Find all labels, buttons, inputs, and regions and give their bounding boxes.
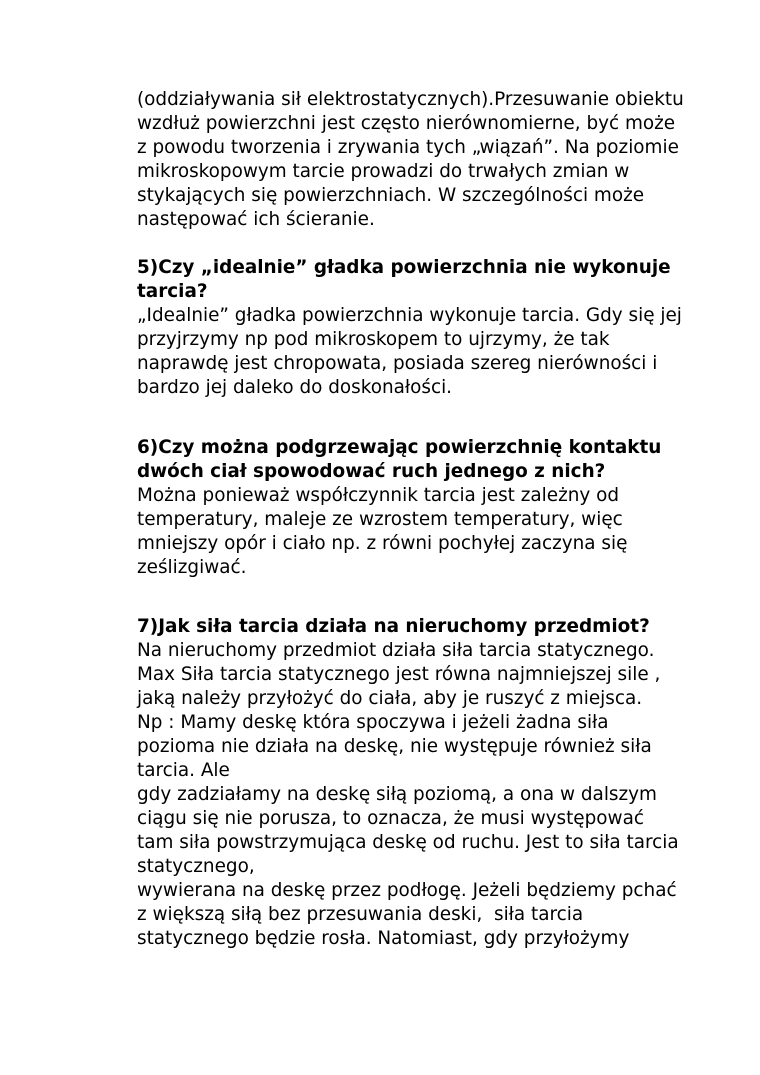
question-6-section — [137, 436, 697, 580]
answer-7-line: jaką należy przyłożyć do ciała, aby je ruszyć z miejsca. — [137, 688, 643, 709]
answer-5-line: naprawdę jest chropowata, posiada szereg nierówności i — [137, 353, 658, 374]
text-line: stykających się powierzchniach. W szczególności może — [137, 185, 645, 206]
paragraph-spacer — [137, 232, 697, 256]
answer-7-line: tam siła powstrzymująca deskę od ruchu. Jest to siła tarcia — [137, 832, 679, 853]
paragraph-spacer — [137, 580, 697, 615]
question-5-heading: 5)Czy „idealnie” gładka powierzchnia nie wykonuje — [137, 257, 671, 278]
answer-7-line: pozioma nie działa na deskę, nie występuje również siła — [137, 736, 652, 757]
answer-5-line: „Idealnie” gładka powierzchnia wykonuje tarcia. Gdy się jej — [137, 305, 682, 326]
text-line: mikroskopowym tarcie prowadzi do trwałych zmian w — [137, 161, 630, 182]
question-5-section — [137, 256, 697, 400]
text-line: następować ich ścieranie. — [137, 209, 375, 230]
answer-6-line: Można ponieważ współczynnik tarcia jest zależny od — [137, 485, 620, 506]
question-6-heading: 6)Czy można podgrzewając powierzchnię kontaktu — [137, 437, 662, 458]
text-line: wzdłuż powierzchni jest często nierównomierne, być może — [137, 113, 676, 134]
answer-7-line: Np : Mamy deskę która spoczywa i jeżeli żadna siła — [137, 712, 609, 733]
answer-6-line: temperatury, maleje ze wzrostem temperatury, więc — [137, 509, 623, 530]
answer-7-line: wywierana na deskę przez podłogę. Jeżeli będziemy pchać — [137, 880, 677, 901]
text-line: z powodu tworzenia i zrywania tych „wiązań”. Na poziomie — [137, 137, 679, 158]
question-7-heading: 7)Jak siła tarcia działa na nieruchomy przedmiot? — [137, 616, 650, 637]
answer-7-line: statycznego, — [137, 856, 255, 877]
answer-7-line: gdy zadziałamy na deskę siłą poziomą, a ona w dalszym — [137, 784, 657, 805]
answer-6-line: mniejszy opór i ciało np. z równi pochyłej zaczyna się — [137, 533, 628, 554]
document-body — [137, 88, 697, 951]
answer-7-line: Max Siła tarcia statycznego jest równa najmniejszej sile , — [137, 664, 661, 685]
answer-7-line: tarcia. Ale — [137, 760, 230, 781]
question-7-section — [137, 615, 697, 951]
question-6-heading: dwóch ciał spowodować ruch jednego z nich? — [137, 461, 606, 482]
intro-paragraph — [137, 88, 697, 232]
answer-7-line: ciągu się nie porusza, to oznacza, że musi występować — [137, 808, 644, 829]
question-5-heading: tarcia? — [137, 281, 208, 302]
answer-5-line: przyjrzymy np pod mikroskopem to ujrzymy, że tak — [137, 329, 610, 350]
answer-5-line: bardzo jej daleko do doskonałości. — [137, 377, 453, 398]
answer-7-line: Na nieruchomy przedmiot działa siła tarcia statycznego. — [137, 640, 655, 661]
answer-6-line: ześlizgiwać. — [137, 557, 247, 578]
paragraph-spacer — [137, 400, 697, 436]
text-line: (oddziaływania sił elektrostatycznych).Przesuwanie obiektu — [137, 89, 684, 110]
answer-7-line: z większą siłą bez przesuwania deski, siła tarcia — [137, 904, 584, 925]
answer-7-line: statycznego będzie rosła. Natomiast, gdy przyłożymy — [137, 928, 630, 949]
